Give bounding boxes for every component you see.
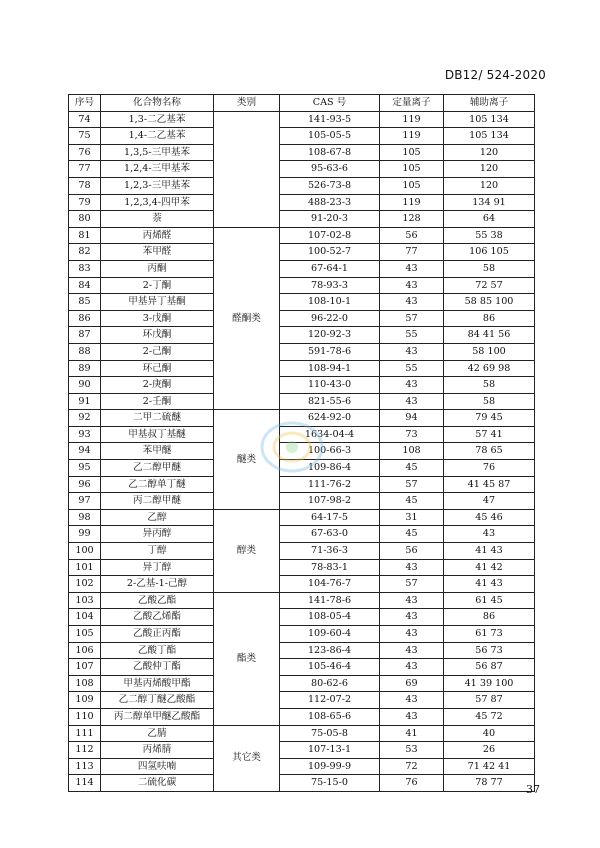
cell-quant-ion: 43 [380,626,444,643]
cell-category: 醚类 [214,410,280,510]
cell-cas: 96-22-0 [280,310,380,327]
cell-cas: 108-94-1 [280,360,380,377]
cell-name: 乙二醇甲醚 [101,460,214,477]
cell-aux-ion: 40 [444,725,535,742]
cell-category [214,111,280,227]
cell-no: 80 [69,211,101,228]
cell-name: 甲基叔丁基醚 [101,426,214,443]
cell-name: 1,3-二乙基苯 [101,111,214,128]
cell-no: 101 [69,559,101,576]
cell-no: 98 [69,509,101,526]
cell-cas: 67-63-0 [280,526,380,543]
cell-no: 105 [69,626,101,643]
cell-name: 甲基异丁基酮 [101,294,214,311]
cell-aux-ion: 78 65 [444,443,535,460]
cell-quant-ion: 43 [380,393,444,410]
cell-quant-ion: 76 [380,775,444,792]
table-row [69,111,535,128]
cell-aux-ion: 56 87 [444,659,535,676]
table-row [69,526,535,543]
cell-quant-ion: 45 [380,526,444,543]
cell-cas: 108-10-1 [280,294,380,311]
cell-no: 102 [69,576,101,593]
cell-name: 2-壬酮 [101,393,214,410]
cell-no: 106 [69,642,101,659]
page-number: 37 [526,783,540,796]
table-row [69,360,535,377]
cell-quant-ion: 56 [380,227,444,244]
table-row [69,377,535,394]
cell-quant-ion: 43 [380,609,444,626]
cell-name: 2-己酮 [101,343,214,360]
cell-cas: 75-05-8 [280,725,380,742]
cell-cas: 105-05-5 [280,128,380,145]
cell-no: 95 [69,460,101,477]
cell-name: 环己酮 [101,360,214,377]
cell-quant-ion: 55 [380,360,444,377]
cell-no: 82 [69,244,101,261]
table-row [69,559,535,576]
cell-aux-ion: 41 42 [444,559,535,576]
table-row [69,509,535,526]
cell-quant-ion: 57 [380,576,444,593]
cell-name: 丙烯腈 [101,742,214,759]
cell-no: 74 [69,111,101,128]
cell-no: 90 [69,377,101,394]
cell-name: 萘 [101,211,214,228]
cell-cas: 100-66-3 [280,443,380,460]
cell-name: 2-庚酮 [101,377,214,394]
cell-aux-ion: 79 45 [444,410,535,427]
cell-cas: 109-60-4 [280,626,380,643]
cell-cas: 109-99-9 [280,758,380,775]
cell-name: 2-乙基-1-己醇 [101,576,214,593]
table-row [69,227,535,244]
cell-no: 103 [69,592,101,609]
cell-quant-ion: 31 [380,509,444,526]
cell-cas: 488-23-3 [280,194,380,211]
cell-aux-ion: 41 39 100 [444,675,535,692]
cell-cas: 1634-04-4 [280,426,380,443]
col-header-cas: CAS 号 [280,95,380,112]
cell-name: 1,2,3-三甲基苯 [101,177,214,194]
cell-aux-ion: 120 [444,161,535,178]
table-row [69,642,535,659]
cell-name: 二硫化碳 [101,775,214,792]
cell-aux-ion: 55 38 [444,227,535,244]
table-row [69,708,535,725]
cell-no: 94 [69,443,101,460]
cell-aux-ion: 47 [444,493,535,510]
cell-aux-ion: 26 [444,742,535,759]
cell-quant-ion: 43 [380,260,444,277]
cell-no: 76 [69,144,101,161]
cell-cas: 111-76-2 [280,476,380,493]
cell-cas: 67-64-1 [280,260,380,277]
cell-aux-ion: 58 100 [444,343,535,360]
cell-aux-ion: 84 41 56 [444,327,535,344]
cell-aux-ion: 43 [444,526,535,543]
cell-name: 乙酸仲丁酯 [101,659,214,676]
cell-cas: 75-15-0 [280,775,380,792]
cell-quant-ion: 43 [380,559,444,576]
cell-quant-ion: 55 [380,327,444,344]
cell-no: 91 [69,393,101,410]
table-header-row [69,95,535,112]
cell-cas: 108-67-8 [280,144,380,161]
table-row [69,725,535,742]
table-row [69,144,535,161]
cell-no: 85 [69,294,101,311]
cell-cas: 526-73-8 [280,177,380,194]
cell-cas: 78-83-1 [280,559,380,576]
cell-cas: 108-65-6 [280,708,380,725]
cell-no: 75 [69,128,101,145]
col-header-quant-ion: 定量离子 [380,95,444,112]
table-row [69,775,535,792]
cell-no: 86 [69,310,101,327]
table-row [69,260,535,277]
table-row [69,244,535,261]
cell-name: 丙二醇单甲醚乙酸酯 [101,708,214,725]
cell-quant-ion: 73 [380,426,444,443]
cell-cas: 78-93-3 [280,277,380,294]
cell-cas: 624-92-0 [280,410,380,427]
cell-no: 87 [69,327,101,344]
cell-name: 1,4-二乙基苯 [101,128,214,145]
cell-no: 88 [69,343,101,360]
cell-no: 89 [69,360,101,377]
cell-aux-ion: 58 [444,393,535,410]
cell-no: 96 [69,476,101,493]
cell-name: 丁醇 [101,543,214,560]
cell-name: 异丙醇 [101,526,214,543]
cell-quant-ion: 119 [380,111,444,128]
cell-aux-ion: 64 [444,211,535,228]
cell-no: 113 [69,758,101,775]
cell-cas: 821-55-6 [280,393,380,410]
table-row [69,327,535,344]
cell-aux-ion: 120 [444,144,535,161]
cell-cas: 107-13-1 [280,742,380,759]
cell-no: 104 [69,609,101,626]
cell-aux-ion: 105 134 [444,128,535,145]
cell-cas: 141-78-6 [280,592,380,609]
table-row [69,543,535,560]
cell-quant-ion: 108 [380,443,444,460]
cell-cas: 80-62-6 [280,675,380,692]
cell-quant-ion: 56 [380,543,444,560]
cell-aux-ion: 57 87 [444,692,535,709]
cell-name: 3-戊酮 [101,310,214,327]
cell-category: 醇类 [214,509,280,592]
cell-category: 酯类 [214,592,280,725]
cell-cas: 71-36-3 [280,543,380,560]
cell-name: 乙酸乙酯 [101,592,214,609]
cell-aux-ion: 61 45 [444,592,535,609]
cell-quant-ion: 57 [380,310,444,327]
cell-cas: 108-05-4 [280,609,380,626]
cell-cas: 110-43-0 [280,377,380,394]
cell-name: 乙酸正丙酯 [101,626,214,643]
cell-aux-ion: 120 [444,177,535,194]
table-row [69,592,535,609]
cell-no: 111 [69,725,101,742]
cell-no: 83 [69,260,101,277]
cell-no: 93 [69,426,101,443]
table-row [69,343,535,360]
cell-name: 乙醇 [101,509,214,526]
table-row [69,742,535,759]
cell-aux-ion: 71 42 41 [444,758,535,775]
cell-name: 异丁醇 [101,559,214,576]
cell-quant-ion: 43 [380,659,444,676]
cell-aux-ion: 57 41 [444,426,535,443]
cell-aux-ion: 72 57 [444,277,535,294]
cell-quant-ion: 43 [380,708,444,725]
cell-quant-ion: 43 [380,343,444,360]
cell-quant-ion: 43 [380,692,444,709]
cell-aux-ion: 41 43 [444,576,535,593]
col-header-category: 类别 [214,95,280,112]
table-row [69,211,535,228]
cell-quant-ion: 119 [380,194,444,211]
cell-cas: 107-02-8 [280,227,380,244]
table-row [69,393,535,410]
table-row [69,626,535,643]
table-row [69,659,535,676]
cell-cas: 107-98-2 [280,493,380,510]
cell-quant-ion: 43 [380,377,444,394]
cell-no: 92 [69,410,101,427]
cell-quant-ion: 94 [380,410,444,427]
cell-no: 108 [69,675,101,692]
cell-name: 丙烯醛 [101,227,214,244]
table-row [69,758,535,775]
cell-cas: 112-07-2 [280,692,380,709]
cell-no: 79 [69,194,101,211]
cell-cas: 64-17-5 [280,509,380,526]
table-row [69,310,535,327]
cell-aux-ion: 86 [444,310,535,327]
cell-name: 二甲二硫醚 [101,410,214,427]
cell-quant-ion: 105 [380,177,444,194]
cell-quant-ion: 41 [380,725,444,742]
cell-no: 99 [69,526,101,543]
cell-aux-ion: 86 [444,609,535,626]
cell-aux-ion: 76 [444,460,535,477]
cell-quant-ion: 105 [380,161,444,178]
cell-no: 97 [69,493,101,510]
table-row [69,493,535,510]
cell-cas: 95-63-6 [280,161,380,178]
cell-quant-ion: 119 [380,128,444,145]
cell-name: 1,2,3,4-四甲苯 [101,194,214,211]
cell-name: 苯甲醚 [101,443,214,460]
cell-name: 乙酸丁酯 [101,642,214,659]
cell-aux-ion: 134 91 [444,194,535,211]
cell-cas: 120-92-3 [280,327,380,344]
cell-no: 109 [69,692,101,709]
cell-name: 1,3,5-三甲基苯 [101,144,214,161]
cell-name: 乙腈 [101,725,214,742]
cell-name: 丙二醇甲醚 [101,493,214,510]
cell-aux-ion: 45 46 [444,509,535,526]
cell-category: 醛酮类 [214,227,280,410]
cell-quant-ion: 43 [380,642,444,659]
cell-aux-ion: 78 77 [444,775,535,792]
cell-name: 苯甲醛 [101,244,214,261]
table-row [69,128,535,145]
cell-aux-ion: 58 [444,377,535,394]
cell-no: 84 [69,277,101,294]
cell-cas: 100-52-7 [280,244,380,261]
cell-aux-ion: 42 69 98 [444,360,535,377]
cell-aux-ion: 106 105 [444,244,535,261]
cell-aux-ion: 45 72 [444,708,535,725]
cell-cas: 123-86-4 [280,642,380,659]
cell-name: 1,2,4-三甲基苯 [101,161,214,178]
table-row [69,294,535,311]
cell-no: 110 [69,708,101,725]
watermark-logo [252,412,332,482]
table-row [69,609,535,626]
cell-no: 81 [69,227,101,244]
cell-quant-ion: 43 [380,294,444,311]
cell-name: 乙二醇丁醚乙酸酯 [101,692,214,709]
cell-aux-ion: 61 73 [444,626,535,643]
cell-no: 100 [69,543,101,560]
table-row [69,576,535,593]
cell-aux-ion: 41 43 [444,543,535,560]
cell-quant-ion: 128 [380,211,444,228]
cell-quant-ion: 77 [380,244,444,261]
cell-name: 丙酮 [101,260,214,277]
cell-quant-ion: 105 [380,144,444,161]
cell-category: 其它类 [214,725,280,791]
col-header-no: 序号 [69,95,101,112]
cell-name: 乙二醇单丁醚 [101,476,214,493]
cell-name: 乙酸乙烯酯 [101,609,214,626]
cell-no: 114 [69,775,101,792]
cell-quant-ion: 45 [380,460,444,477]
table-row [69,177,535,194]
cell-cas: 105-46-4 [280,659,380,676]
cell-aux-ion: 58 [444,260,535,277]
cell-name: 环戊酮 [101,327,214,344]
cell-aux-ion: 58 85 100 [444,294,535,311]
cell-name: 四氢呋喃 [101,758,214,775]
table-row [69,161,535,178]
col-header-aux-ion: 辅助离子 [444,95,535,112]
cell-cas: 91-20-3 [280,211,380,228]
cell-cas: 109-86-4 [280,460,380,477]
table-row [69,277,535,294]
document-code: DB12/ 524-2020 [444,68,546,82]
cell-cas: 141-93-5 [280,111,380,128]
cell-quant-ion: 69 [380,675,444,692]
cell-quant-ion: 72 [380,758,444,775]
cell-name: 2-丁酮 [101,277,214,294]
cell-quant-ion: 43 [380,592,444,609]
cell-name: 甲基丙烯酸甲酯 [101,675,214,692]
cell-quant-ion: 57 [380,476,444,493]
table-row [69,194,535,211]
cell-quant-ion: 45 [380,493,444,510]
col-header-name: 化合物名称 [101,95,214,112]
cell-no: 78 [69,177,101,194]
cell-aux-ion: 105 134 [444,111,535,128]
cell-aux-ion: 56 73 [444,642,535,659]
cell-no: 112 [69,742,101,759]
cell-cas: 591-78-6 [280,343,380,360]
cell-no: 77 [69,161,101,178]
cell-quant-ion: 43 [380,277,444,294]
cell-aux-ion: 41 45 87 [444,476,535,493]
table-row [69,675,535,692]
cell-cas: 104-76-7 [280,576,380,593]
cell-quant-ion: 53 [380,742,444,759]
cell-no: 107 [69,659,101,676]
table-row [69,692,535,709]
